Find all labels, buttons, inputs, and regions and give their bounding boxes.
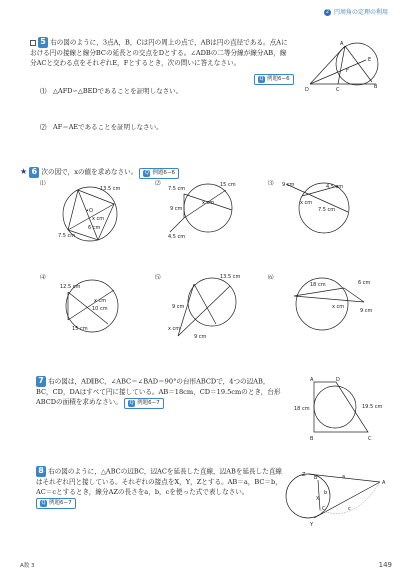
measure: 7.5 cm — [318, 207, 336, 213]
measure: 15 cm — [72, 326, 88, 332]
measure: 9 cm — [172, 304, 185, 310]
section-marker: 2 — [325, 8, 330, 15]
measure: x cm — [92, 216, 105, 222]
problem-6 — [20, 166, 260, 179]
figure-problem-7 — [290, 374, 400, 444]
measure: 10 cm — [92, 306, 108, 312]
pt-Y: Y — [310, 522, 314, 528]
pt-X: X — [316, 496, 320, 502]
pt-C: C — [322, 506, 326, 512]
measure: 9 cm — [194, 334, 207, 340]
measure: 13.5 cm — [220, 274, 241, 280]
example-ref-button[interactable] — [139, 168, 179, 179]
fig-label-1: ⑴ — [40, 181, 46, 187]
example-ref-label: 例題6−7 — [49, 500, 72, 507]
example-ref-button[interactable] — [124, 398, 164, 409]
pt-E: E — [368, 57, 372, 63]
measure: 6 cm — [358, 280, 371, 286]
measure: 4.5 cm — [168, 234, 186, 240]
fig-label-2: ⑵ — [155, 181, 161, 187]
pt-A: A — [382, 480, 386, 486]
example-ref-label: 例題6−6 — [152, 170, 176, 176]
side-b: b — [324, 490, 328, 496]
measure: 13.5 cm — [100, 186, 121, 192]
section-title: 円周角の定理の利用 — [333, 9, 388, 16]
star-icon: ★ — [20, 167, 28, 176]
pt-D: D — [305, 87, 309, 93]
problem-number: 8 — [36, 466, 46, 477]
figure-6-3 — [278, 178, 388, 242]
pt-F: F — [346, 68, 349, 74]
example-ref-button[interactable] — [254, 74, 294, 85]
fig-label-5: ⑸ — [155, 275, 161, 281]
question-1: ⑴ △AFD∽△BEDであることを証明しなさい。 — [40, 87, 183, 95]
figure-problem-5 — [302, 38, 392, 94]
measure: 7.5 cm — [58, 233, 76, 239]
question-2: ⑵ AF＝AEであることを証明しなさい。 — [40, 123, 163, 131]
center-label: •O — [86, 208, 93, 214]
pt-C: C — [368, 436, 372, 442]
measure: 9 cm — [170, 206, 183, 212]
example-ref-button[interactable] — [36, 498, 76, 509]
figure-problem-8 — [284, 470, 402, 534]
measure: x cm — [168, 326, 181, 332]
measure: x cm — [202, 200, 215, 206]
pt-Z: Z — [302, 472, 306, 478]
figure-6-1 — [48, 182, 148, 246]
measure: x cm — [300, 200, 313, 206]
measure: 9 cm — [282, 182, 295, 188]
figure-6-6 — [278, 272, 388, 342]
measure: 7.5 cm — [168, 186, 186, 192]
figure-6-2 — [162, 180, 272, 244]
side-c: c — [348, 506, 351, 512]
figure-6-4 — [48, 276, 148, 340]
measure: 12.5 cm — [60, 284, 81, 290]
footer-left: A数 3 — [20, 563, 35, 569]
problem-number: 7 — [36, 376, 46, 387]
pt-B: B — [314, 475, 318, 481]
page-header — [324, 8, 388, 17]
side-a: a — [342, 474, 346, 480]
problem-text: 右の図のように，△ABCの辺BC，辺ACを延長した直線，辺ABを延長した直線はそれぞれ円と接している。それぞれの接点をX，Y，Zとする。AB＝a，BC＝b，AC＝cとするとき，線分AZの長さをa，b，cを使った式で表しなさい。 — [36, 467, 283, 497]
pt-A: A — [340, 41, 344, 47]
q-icon: Q — [144, 170, 149, 176]
pt-C: C — [336, 87, 340, 93]
pt-B: B — [374, 84, 378, 90]
pt-A: A — [310, 377, 314, 383]
figure-6-5 — [164, 272, 264, 346]
fig-label-6: ⑹ — [268, 275, 274, 281]
measure: 15 cm — [220, 182, 236, 188]
problem-text: 右の図のように，3点A，B，Cは円の周上の点で，ABは円の直径である。点Aにおける円の接線と線分BCの延長との交点をDとする。∠ADBの二等分線が線分AB，線分ACと交わる点をそれぞれE，Fとするとき，次の問いに答えなさい。 — [30, 38, 288, 68]
q-icon: Q — [259, 76, 264, 82]
measure: 19.5 cm — [362, 404, 383, 410]
problem-number: 6 — [29, 167, 39, 178]
example-ref-label: 例題6−6 — [267, 76, 290, 82]
measure: 4.5 cm — [326, 184, 344, 190]
measure: 18 cm — [294, 406, 310, 412]
q-icon: Q — [129, 400, 134, 407]
measure: 6 cm — [88, 225, 101, 231]
problem-7 — [36, 376, 284, 409]
measure: 9 cm — [360, 308, 373, 314]
pt-D: D — [336, 377, 340, 383]
fig-label-3: ⑶ — [268, 181, 274, 187]
measure: x cm — [332, 304, 345, 310]
checkbox[interactable] — [30, 40, 36, 46]
problem-text: 次の図で，xの値を求めなさい。 — [41, 168, 138, 176]
example-ref-label: 例題6−7 — [137, 400, 160, 407]
problem-text: 右の図は，AD∥BC，∠ABC＝∠BAD＝90°の台形ABCDで，4つの辺AB，BC，CD，DAはすべて円に接している。AB＝18cm，CD＝19.5cmのとき，台形ABCDの面積を求めなさい。 — [36, 377, 281, 407]
fig-label-4: ⑷ — [40, 275, 46, 281]
problem-number: 5 — [38, 37, 48, 48]
page-number: 149 — [378, 561, 392, 569]
measure: 18 cm — [310, 282, 326, 288]
q-icon: Q — [41, 500, 46, 507]
pt-B: B — [310, 436, 314, 442]
problem-8 — [36, 466, 284, 509]
measure: x cm — [94, 298, 107, 304]
